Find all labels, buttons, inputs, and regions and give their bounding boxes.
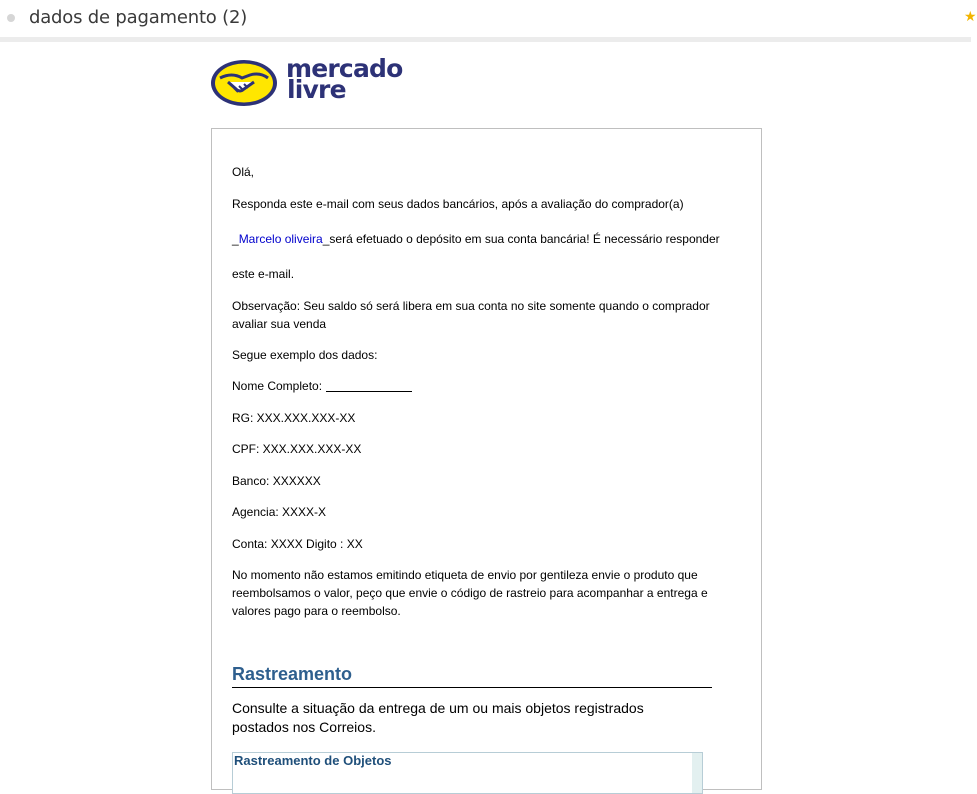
instruction-line: Responda este e-mail com seus dados bancários, após a avaliação do comprador(a) [232,197,684,211]
buyer-suffix: _será efetuado o depósito em sua conta bancária! É necessário responder [322,232,720,246]
instruction-line-end: este e-mail. [232,267,295,281]
rg-field: RG: XXX.XXX.XXX-XX [232,411,356,425]
divider [0,37,971,42]
banco-field: Banco: XXXXXX [232,474,321,488]
logo-line-1: mercado [286,54,403,83]
handshake-logo-icon [210,58,280,110]
buyer-prefix: _ [232,232,239,246]
mercado-livre-logo [210,54,410,110]
subject-bar [0,0,977,37]
email-subject: dados de pagamento (2) [29,7,248,28]
tracking-box-label: Rastreamento de Objetos [234,753,392,768]
buyer-name: Marcelo oliveira [238,232,323,246]
logo-line-2: livre [287,75,346,104]
conta-field: Conta: XXXX Digito : XX [232,537,363,551]
example-intro: Segue exemplo dos dados: [232,348,378,362]
greeting: Olá, [232,165,255,179]
nome-label: Nome Completo: [232,379,323,393]
shipping-note: No momento não estamos emitindo etiqueta de envio por gentileza envie o produto que reembolsamos o valor, peço que envie o código de rastreio para acompanhar a entrega e valores pago para o reembolso. [232,568,708,618]
nome-blank [326,378,412,392]
logo-wordmark [286,54,403,104]
email-card [211,128,762,790]
tracking-box[interactable] [232,752,703,794]
unread-dot-icon [7,14,15,22]
star-icon[interactable]: ★ [964,8,977,24]
buyer-line [232,230,732,248]
nome-field [232,377,732,395]
tracking-description: Consulte a situação da entrega de um ou mais objetos registrados postados nos Correios. [232,700,644,735]
tracking-title: Rastreamento [232,663,712,688]
tracking-box-side [692,753,702,793]
cpf-field: CPF: XXX.XXX.XXX-XX [232,442,362,456]
agencia-field: Agencia: XXXX-X [232,505,327,519]
observation: Observação: Seu saldo só será libera em sua conta no site somente quando o comprador avaliar sua venda [232,299,710,331]
